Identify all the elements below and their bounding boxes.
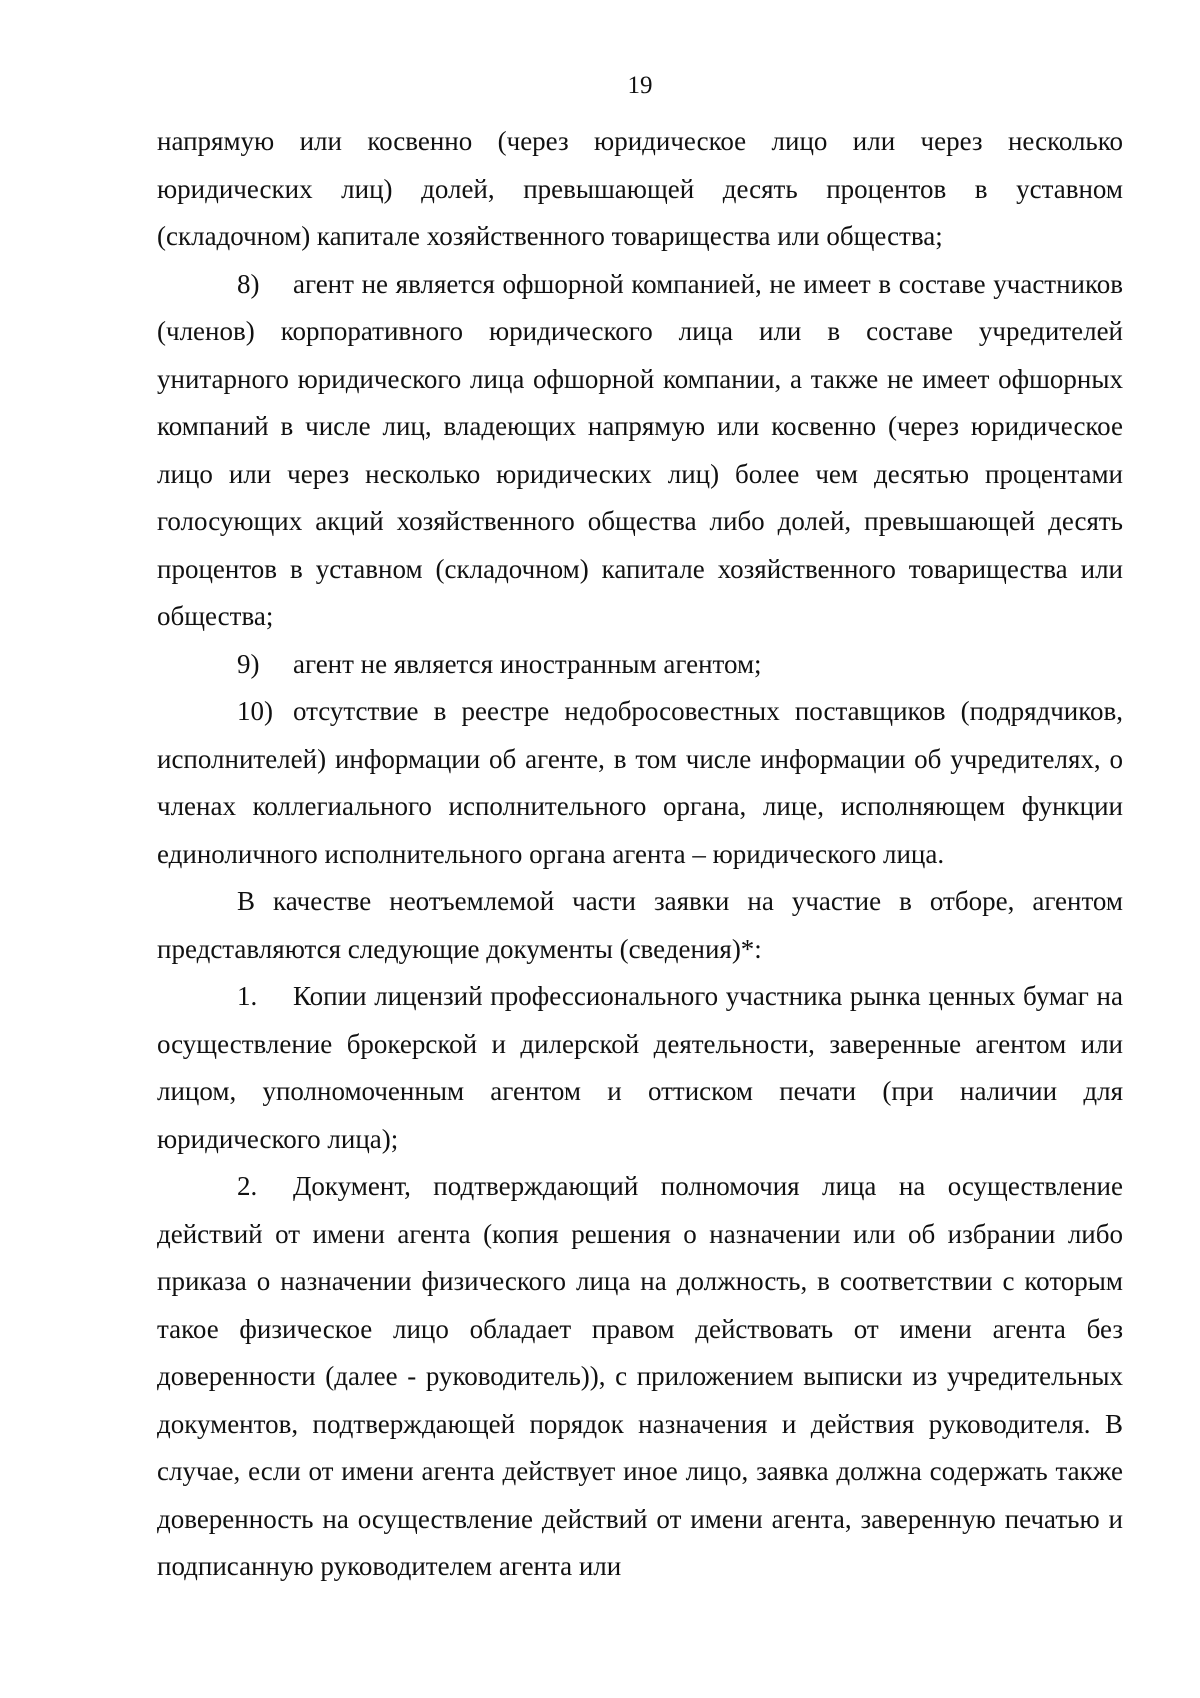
- paragraph-text: В качестве неотъемлемой части заявки на участие в отборе, агентом представляются следующие документы (сведения)*:: [157, 886, 1123, 964]
- list-item-number: 2.: [237, 1171, 258, 1201]
- list-item-text: отсутствие в реестре недобросовестных поставщиков (подрядчиков, исполнителей) информации об агенте, в том числе информации об учредителях, о членах коллегиального исполнительного органа, лице, исполняющем функции единоличного исполнительного органа агента – юридического лица.: [157, 696, 1123, 869]
- page-number: 19: [627, 72, 653, 99]
- list-item-9: [157, 641, 1123, 689]
- list-item-8: [157, 261, 1123, 641]
- list-item-number: 1.: [237, 981, 258, 1011]
- paragraph-text: напрямую или косвенно (через юридическое лицо или через несколько юридических лиц) долей, превышающей десять процентов в уставном (складочном) капитале хозяйственного товарищества или общества;: [157, 126, 1123, 251]
- list-item-10: [157, 688, 1123, 878]
- list-item-text: агент не является офшорной компанией, не имеет в составе участников (членов) корпоративного юридического лица или в составе учредителей унитарного юридического лица офшорной компании, а также не имеет офшорных компаний в числе лиц, владеющих напрямую или косвенно (через юридическое лицо или через несколько юридических лиц) более чем десятью процентами голосующих акций хозяйственного общества либо долей, превышающей десять процентов в уставном (складочном) капитале хозяйственного товарищества или общества;: [157, 268, 1123, 631]
- list-item-doc-1: [157, 973, 1123, 1163]
- list-item-text: Копии лицензий профессионального участника рынка ценных бумаг на осуществление брокерской и дилерской деятельности, заверенные агентом или лицом, уполномоченным агентом и оттиском печати (при наличии для юридического лица);: [157, 981, 1123, 1154]
- list-item-number: 10): [237, 696, 273, 726]
- list-item-text: Документ, подтверждающий полномочия лица на осуществление действий от имени агента (копия решения о назначении или об избрании либо приказа о назначении физического лица на должность, в соответствии с которым такое физическое лицо обладает правом действовать от имени агента без доверенности (далее - руководитель)), с приложением выписки из учредительных документов, подтверждающей порядок назначения и действия руководителя. В случае, если от имени агента действует иное лицо, заявка должна содержать также доверенность на осуществление действий от имени агента, заверенную печатью и подписанную руководителем агента или: [157, 1171, 1123, 1581]
- list-item-number: 8): [237, 268, 260, 299]
- paragraph-continuation: [157, 118, 1123, 261]
- paragraph-documents-intro: [157, 878, 1123, 973]
- list-item-text: агент не является иностранным агентом;: [293, 648, 762, 679]
- list-item-number: 9): [237, 648, 260, 679]
- document-body: [157, 118, 1123, 1591]
- list-item-doc-2: [157, 1163, 1123, 1591]
